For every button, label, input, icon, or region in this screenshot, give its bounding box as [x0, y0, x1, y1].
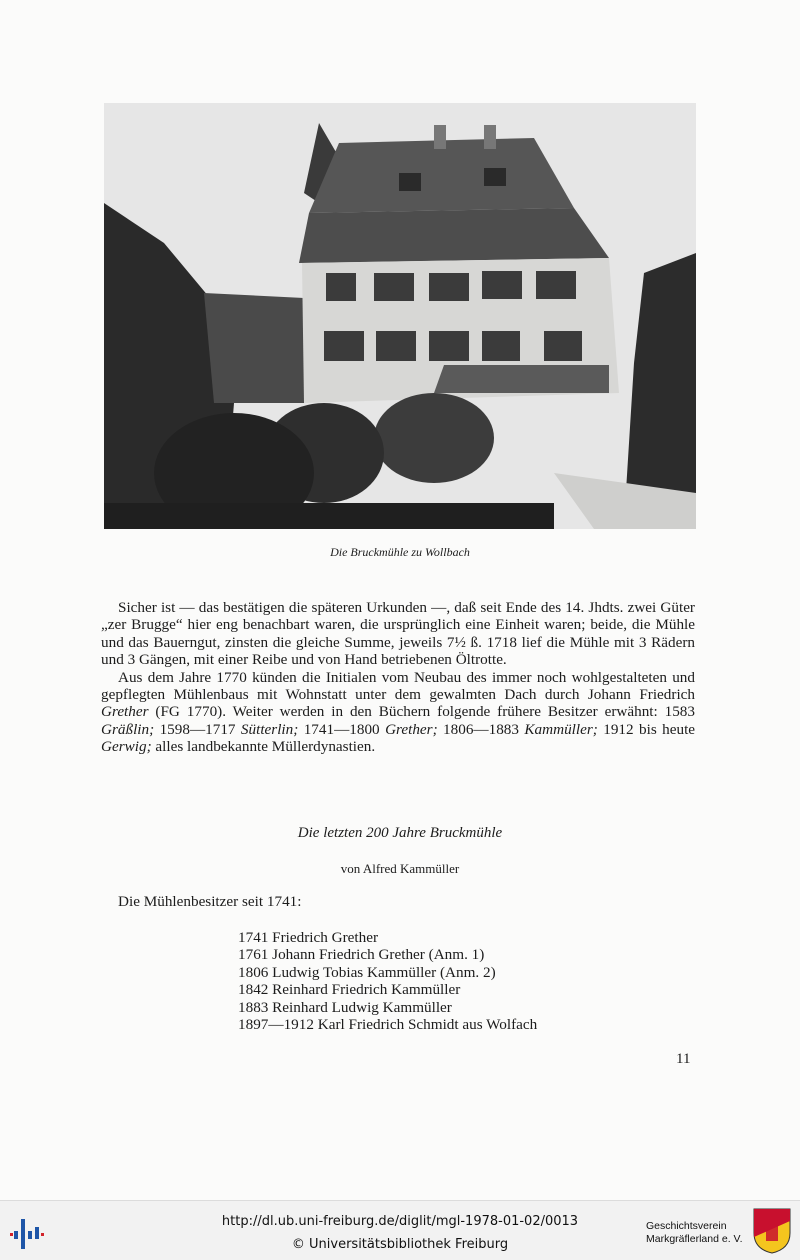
- section-title: Die letzten 200 Jahre Bruckmühle: [297, 825, 503, 841]
- paragraph: [101, 599, 695, 669]
- coat-of-arms-icon[interactable]: [752, 1207, 792, 1255]
- bruckmuehle-photo: [104, 103, 696, 529]
- text-run: Aus dem Jahre 1770 künden die Initialen vom Neubau des immer noch wohlgestalteten und gepflegten Mühlenbaus mit Wohnstatt unter dem gewalmten Dach durch Johann Friedrich: [101, 668, 695, 704]
- italic-name: Sütterlin;: [240, 720, 299, 738]
- association-line: Geschichtsverein: [646, 1220, 727, 1232]
- author-byline: von Alfred Kammüller: [340, 861, 460, 876]
- owners-intro: Die Mühlenbesitzer seit 1741:: [118, 893, 302, 910]
- list-item: 1761 Johann Friedrich Grether (Anm. 1): [238, 946, 485, 964]
- text-run: 1912 bis heute: [597, 720, 696, 738]
- association-name: [646, 1220, 743, 1246]
- text-run: 1741—1800: [298, 720, 386, 738]
- text-run: alles landbekannte Müllerdynastien.: [151, 738, 376, 756]
- italic-name: Grether;: [385, 720, 438, 738]
- association-line: Markgräflerland e. V.: [646, 1233, 743, 1245]
- italic-name: Grether: [101, 703, 149, 721]
- text-run: 1598—1717: [154, 720, 241, 738]
- list-item: 1741 Friedrich Grether: [238, 929, 379, 946]
- page-number: 11: [676, 1051, 691, 1067]
- italic-name: Gräßlin;: [101, 720, 155, 738]
- list-item: 1883 Reinhard Ludwig Kammüller: [238, 998, 452, 1016]
- text-run: Sicher ist — das bestätigen die späteren Urkunden —, daß seit Ende des 14. Jhdts. zwei Güter „zer Brugge“ hier eng benachbart waren, die ursprünglich eine Einheit waren; beide, die Mühle und das Bauerngut, zinsten die gleiche Summe, jeweils 7½ ß. 1718 lief die Mühle mit 3 Rädern und 3 Gängen, mit einer Reibe und von Hand betriebenen Öltrotte.: [101, 599, 695, 669]
- text-run: 1806—1883: [437, 720, 525, 738]
- copyright-notice: © Universitätsbibliothek Freiburg: [291, 1237, 509, 1252]
- list-item: 1897—1912 Karl Friedrich Schmidt aus Wolfach: [238, 1016, 538, 1034]
- footer-bar: [0, 1200, 800, 1260]
- list-item: 1806 Ludwig Tobias Kammüller (Anm. 2): [238, 963, 496, 981]
- photo-caption: Die Bruckmühle zu Wollbach: [330, 545, 470, 559]
- paragraph: [101, 669, 695, 756]
- list-item: 1842 Reinhard Friedrich Kammüller: [238, 981, 461, 999]
- text-run: (FG 1770). Weiter werden in den Büchern folgende frühere Besitzer erwähnt: 1583: [148, 703, 695, 721]
- italic-name: Gerwig;: [101, 738, 152, 756]
- owners-list: [238, 929, 537, 1033]
- italic-name: Kammüller;: [524, 720, 598, 738]
- permalink-url[interactable]: http://dl.ub.uni-freiburg.de/diglit/mgl-1978-01-02/0013: [221, 1214, 579, 1229]
- body-text: [101, 599, 695, 756]
